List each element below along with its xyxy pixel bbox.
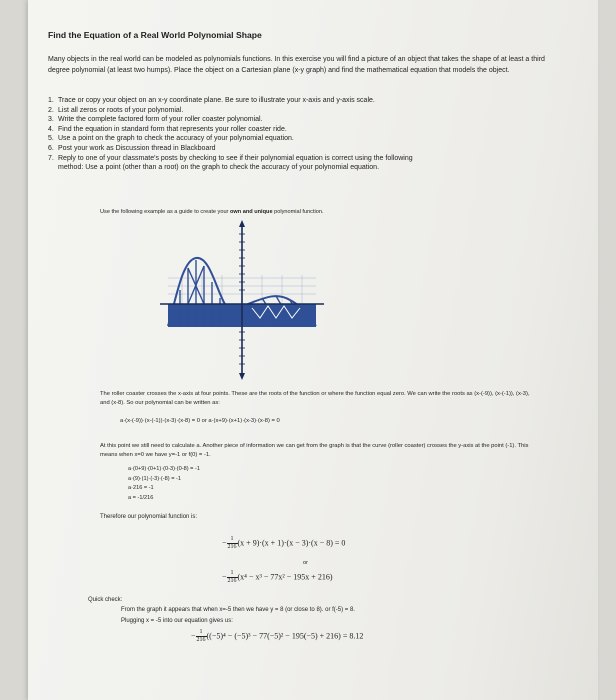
list-item: 5. Use a point on the graph to check the accuracy of your polynomial equation. (48, 135, 294, 143)
list-item: 1. Trace or copy your object on an x-y coordinate plane. Be sure to illustrate your x-axis and y-axis scale. (48, 97, 375, 104)
list-item: 6. Post your work as Discussion thread in Blackboard (48, 144, 216, 152)
y-axis-arrow-icon (239, 220, 245, 227)
work-line: a = -1/216 (128, 494, 154, 501)
or-word: or (303, 560, 308, 566)
factored-equation: a·(x-(-9))·(x-(-1))·(x-3)·(x-8) = 0 or a·(x+9)·(x+1)·(x-3)·(x-8) = 0 (120, 418, 280, 424)
roller-coaster-graph (152, 220, 332, 380)
standard-form-equation: − $\frac{1}{216}$ (x⁴ − x³ − 77x² − 195x + 216) (222, 570, 333, 584)
quick-check-line-2: Plugging x = -5 into our equation gives us: (121, 618, 233, 624)
roots-paragraph: The roller coaster crosses the x-axis at four points. These are the roots of the function or where the function equal zero. We can write the roots as (x-(-9)), (x-(-1)), (x-3), and (x-8). So our polynomial can be written as: (100, 391, 530, 406)
quick-check-heading: Quick check: (88, 597, 123, 603)
check-equation: − $\frac{1}{216}$ ((−5)⁴ − (−5)³ − 77(−5)² − 195(−5) + 216) = 8.12 (191, 629, 364, 643)
quick-check-line-1: From the graph it appears that when x=-5 then we have y = 8 (or close to 8). or f(-5) = 8. (121, 607, 355, 613)
list-item: 4. Find the equation in standard form that represents your roller coaster ride. (48, 125, 287, 133)
instruction-list (48, 96, 548, 173)
list-item: 3. Write the complete factored form of your roller coaster polynomial. (48, 116, 263, 124)
work-line: a·216 = -1 (128, 485, 154, 492)
therefore-line: Therefore our polynomial function is: (100, 514, 198, 520)
solve-a-steps (128, 465, 200, 503)
intro-paragraph: Many objects in the real world can be modeled as polynomials functions. In this exercise you will find a picture of an object that takes the shape of at least a third degree polynomial (at least two humps). Place the object on a Cartesian plane (x-y graph) and find the mathematical equation that models the object. (48, 56, 545, 74)
final-factored-equation: − $\frac{1}{216}$ (x + 9)·(x + 1)·(x − 3)·(x − 8) = 0 (222, 536, 346, 550)
work-line: a·(9)·(1)·(-3)·(-8) = -1 (128, 475, 181, 482)
y-axis-arrow-down-icon (239, 373, 245, 380)
guide-line: Use the following example as a guide to create your own and unique polynomial function. (100, 209, 324, 215)
y-intercept-paragraph: At this point we still need to calculate a. Another piece of information we can get from the graph is that the curve (roller coaster) crosses the y-axis at the point (-1). This means when x=0 we have y=-1 or f(0) = -1. (100, 443, 529, 458)
list-item: 7. Reply to one of your classmate's posts by checking to see if their polynomial equation is correct using the following method: Use a point (other than a root) on the graph to check the accuracy of your polynomial equation. (48, 154, 413, 172)
work-line: a·(0+9)·(0+1)·(0-3)·(0-8) = -1 (128, 466, 200, 472)
page-title: Find the Equation of a Real World Polynomial Shape (48, 30, 262, 40)
list-item: 2. List all zeros or roots of your polynomial. (48, 106, 184, 114)
